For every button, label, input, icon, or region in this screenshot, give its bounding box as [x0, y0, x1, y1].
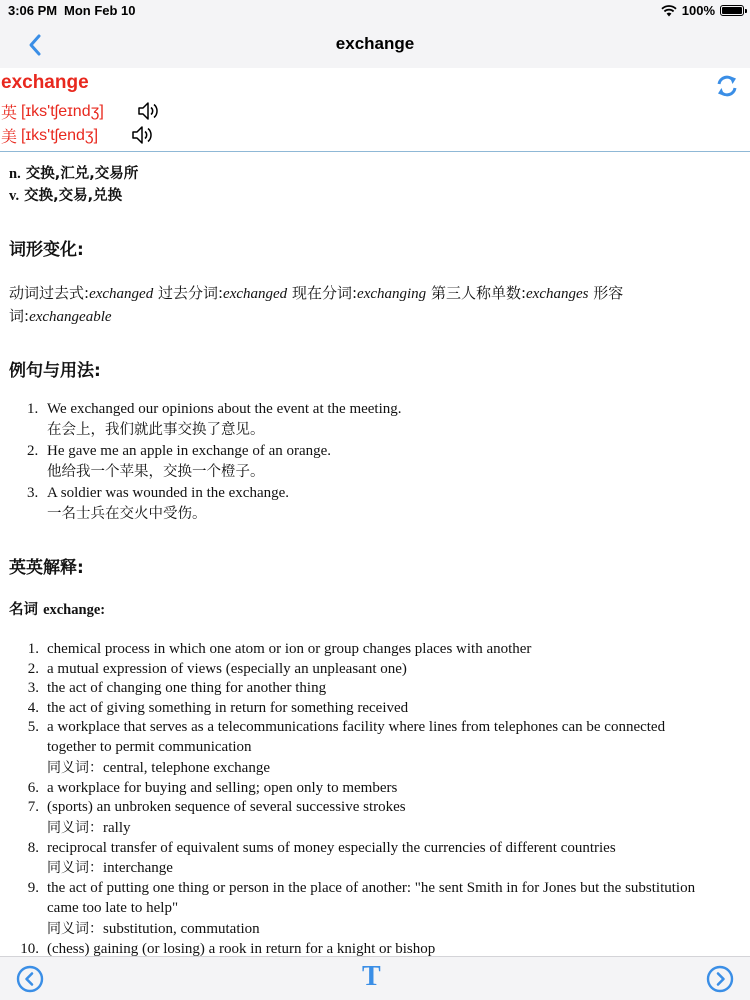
- form-label: 过去分词:: [157, 284, 224, 302]
- basic-meanings: [9, 163, 750, 207]
- synonym-label: 同义词：: [47, 759, 103, 776]
- definition-number: 1.: [27, 641, 39, 657]
- definition-item: [9, 699, 750, 719]
- synonym-label: 同义词：: [47, 920, 103, 937]
- example-cn: 在会上，我们就此事交换了意见。: [47, 422, 265, 438]
- refresh-icon[interactable]: [714, 73, 740, 99]
- status-date: Mon Feb 10: [64, 3, 136, 18]
- example-en: He gave me an apple in exchange of an orange.: [47, 443, 332, 459]
- nav-bar: [0, 22, 750, 68]
- definition-number: 4.: [27, 699, 39, 716]
- definition-number: 10.: [20, 940, 39, 956]
- definition-number: 2.: [27, 660, 39, 677]
- synonym-line: [47, 758, 710, 779]
- prev-circle-icon[interactable]: [16, 965, 44, 993]
- definition-text: a workplace that serves as a telecommunications facility where lines from telephones can be connected together to permit communication: [47, 719, 666, 755]
- speaker-icon-uk[interactable]: [136, 100, 160, 122]
- example-item: [9, 441, 750, 483]
- us-label: 美: [1, 129, 18, 146]
- speaker-icon-us[interactable]: [130, 124, 154, 146]
- definition-number: 8.: [27, 839, 39, 856]
- synonym-line: [47, 858, 710, 879]
- definition-text: the act of giving something in return for something received: [47, 699, 409, 716]
- status-right: [661, 3, 744, 18]
- headword: exchange: [1, 72, 89, 93]
- bottom-toolbar: [0, 956, 750, 1000]
- synonym-value: central, telephone exchange: [103, 759, 270, 776]
- subheading-pos: 名词: [9, 602, 38, 618]
- form-value: exchanging: [357, 286, 427, 302]
- definition-item: [9, 718, 750, 778]
- pos-label: v.: [9, 188, 20, 204]
- definition-text: (chess) gaining (or losing) a rook in return for a knight or bishop: [47, 940, 436, 956]
- form-label: 动词过去式:: [9, 284, 90, 302]
- definition-text: (sports) an unbroken sequence of several successive strokes: [47, 799, 406, 816]
- status-bar: [0, 0, 750, 22]
- definitions-list: [9, 640, 750, 956]
- definition-number: 7.: [27, 799, 39, 816]
- pronunciation-us: [1, 124, 98, 147]
- example-number: 1.: [27, 401, 39, 417]
- form-value: exchanged: [89, 286, 154, 302]
- uk-label: 英: [1, 105, 18, 122]
- example-en: We exchanged our opinions about the event at the meeting.: [47, 401, 402, 417]
- example-number: 2.: [27, 443, 39, 459]
- definition-text: the act of putting one thing or person in the place of another: "he sent Smith in for Jones but the substitution came too late to help": [47, 880, 696, 916]
- examples-heading: 例句与用法:: [9, 361, 101, 381]
- definition-number: 6.: [27, 779, 39, 796]
- examples-list: [9, 399, 750, 525]
- forms-heading: 词形变化:: [9, 240, 84, 260]
- example-item: [9, 483, 750, 525]
- meaning-text: 交换,汇兑,交易所: [25, 166, 139, 182]
- example-cn: 他给我一个苹果，交换一个橙子。: [47, 464, 265, 480]
- status-time: 3:06 PM: [8, 3, 58, 18]
- definition-content[interactable]: [0, 153, 750, 956]
- definition-item: [9, 879, 750, 939]
- definition-item: [9, 798, 750, 839]
- definition-number: 9.: [27, 880, 39, 897]
- example-cn: 一名士兵在交火中受伤。: [47, 506, 207, 522]
- synonym-line: [47, 919, 710, 940]
- form-value: exchanges: [526, 286, 589, 302]
- example-en: A soldier was wounded in the exchange.: [47, 485, 290, 501]
- word-header: [0, 68, 750, 152]
- basic-meaning-row: [9, 185, 750, 207]
- word-forms: [9, 282, 750, 328]
- form-value: exchanged: [223, 286, 288, 302]
- pos-label: n.: [9, 166, 21, 182]
- form-value: exchangeable: [29, 309, 112, 325]
- synonym-label: 同义词：: [47, 819, 103, 836]
- battery-icon: [720, 5, 744, 16]
- definition-item: [9, 660, 750, 680]
- form-label: 第三人称单数:: [430, 284, 527, 302]
- definition-text: chemical process in which one atom or ion or group changes places with another: [47, 641, 532, 657]
- definition-number: 3.: [27, 680, 39, 697]
- synonym-value: rally: [103, 819, 131, 836]
- synonym-line: [47, 818, 710, 839]
- definition-item: [9, 940, 750, 956]
- subheading-word: exchange:: [43, 602, 106, 618]
- definition-number: 5.: [27, 719, 39, 736]
- definition-item: [9, 640, 750, 660]
- battery-percent: 100%: [681, 3, 715, 18]
- next-circle-icon[interactable]: [706, 965, 734, 993]
- pronunciation-uk: [1, 100, 104, 123]
- us-ipa: [ɪks'tʃendʒ]: [21, 126, 99, 144]
- uk-ipa: [ɪks'tʃeɪndʒ]: [21, 102, 104, 120]
- font-size-button[interactable]: T: [362, 961, 381, 992]
- battery-fill: [722, 7, 742, 14]
- definition-text: the act of changing one thing for another thing: [47, 680, 327, 697]
- nav-title: exchange: [335, 34, 415, 53]
- wifi-icon: [661, 5, 677, 17]
- meaning-text: 交换,交易,兑换: [24, 188, 123, 204]
- definitions-heading: 英英解释:: [9, 558, 84, 578]
- form-label: 形容词:: [9, 284, 624, 325]
- synonym-value: interchange: [103, 860, 173, 877]
- definition-text: a workplace for buying and selling; open only to members: [47, 779, 398, 796]
- definition-item: [9, 679, 750, 699]
- definition-item: [9, 839, 750, 880]
- synonym-value: substitution, commutation: [103, 920, 260, 937]
- example-number: 3.: [27, 485, 39, 501]
- definition-text: a mutual expression of views (especially an unpleasant one): [47, 660, 407, 677]
- example-item: [9, 399, 750, 441]
- definition-text: reciprocal transfer of equivalent sums of money especially the currencies of different countries: [47, 839, 616, 856]
- synonym-label: 同义词：: [47, 860, 103, 877]
- definition-item: [9, 779, 750, 799]
- definitions-subheading: [9, 598, 750, 619]
- basic-meaning-row: [9, 163, 750, 185]
- form-label: 现在分词:: [291, 284, 358, 302]
